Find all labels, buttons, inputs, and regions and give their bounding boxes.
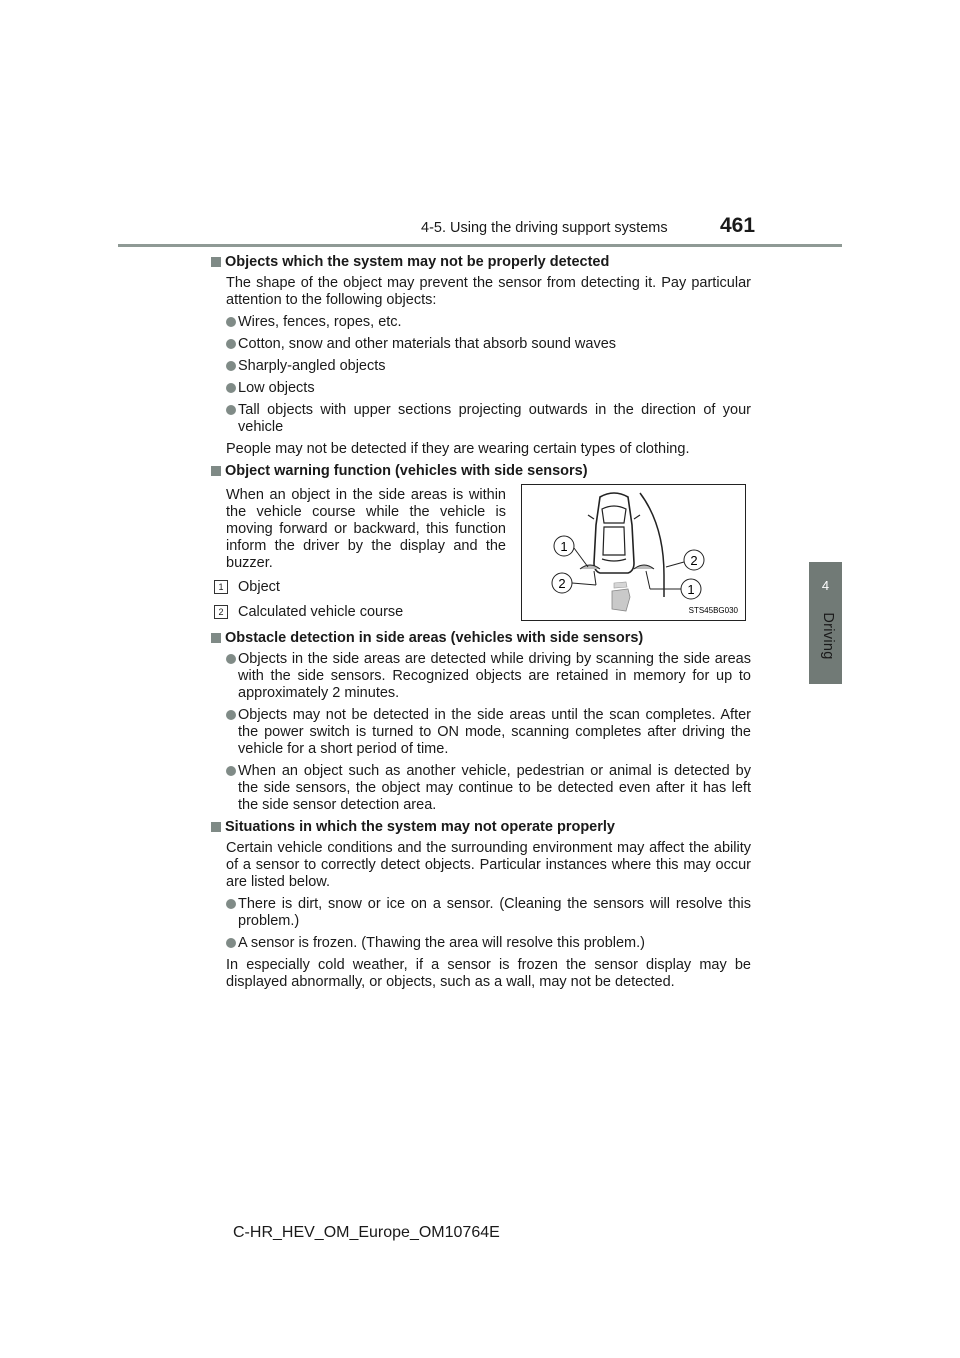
list-item: There is dirt, snow or ice on a sensor. (Cleaning the sensors will resolve this problem.) [211,896,751,930]
section-title: 4-5. Using the driving support systems [421,220,668,236]
callout-1: 1 [560,539,568,554]
paragraph: People may not be detected if they are wearing certain types of clothing. [226,441,690,457]
legend-number: 2 [214,605,228,619]
chapter-number: 4 [821,578,830,593]
paragraph: In especially cold weather, if a sensor is frozen the sensor display may be displayed abnormally, or objects, such as a wall, may not be detected. [226,957,751,990]
list-item: Objects may not be detected in the side areas until the scan completes. After the power switch is turned to ON mode, scanning completes after driving the vehicle for a short period of time. [211,707,751,758]
page-number: 461 [720,214,756,237]
document-code: C-HR_HEV_OM_Europe_OM10764E [233,1224,500,1241]
figure-code: STS45BG030 [688,606,738,615]
callout-2: 2 [690,553,698,568]
heading-object-warning: Object warning function (vehicles with side sensors) [211,463,751,480]
legend-number: 1 [214,580,228,594]
vehicle-course-diagram [522,485,745,620]
heading-improper-operation: Situations in which the system may not operate properly [211,819,751,836]
vehicle-course-figure [521,484,746,621]
list-item: Tall objects with upper sections projecting outwards in the direction of your vehicle [211,402,751,436]
paragraph: The shape of the object may prevent the sensor from detecting it. Pay particular attention to the following objects: [226,275,751,308]
paragraph: When an object in the side areas is within the vehicle course while the vehicle is moving forward or backward, this function inform the driver by the display and the buzzer. [226,487,506,571]
list-item: Cotton, snow and other materials that absorb sound waves [211,336,751,353]
list-item: A sensor is frozen. (Thawing the area will resolve this problem.) [211,935,751,952]
callout-1: 1 [687,582,695,597]
legend-item [211,579,280,596]
list-item: Wires, fences, ropes, etc. [211,314,751,331]
object-warning-block [211,484,751,622]
list-item: Sharply-angled objects [211,358,751,375]
paragraph: Certain vehicle conditions and the surrounding environment may affect the ability of a sensor to correctly detect objects. Particular instances where this may occur are listed below. [226,840,751,890]
list-item: Low objects [211,380,751,397]
legend-item [211,604,403,621]
chapter-label: Driving [820,612,836,660]
heading-side-detection: Obstacle detection in side areas (vehicles with side sensors) [211,630,751,647]
legend-label: Calculated vehicle course [238,604,404,620]
callout-2: 2 [558,576,566,591]
list-item: When an object such as another vehicle, pedestrian or animal is detected by the side sensors, the object may continue to be detected even after it has left the side sensor detection area. [211,763,751,814]
header-rule [118,244,842,247]
heading-undetected-objects: Objects which the system may not be properly detected [211,254,751,271]
list-item: Objects in the side areas are detected while driving by scanning the side areas with the side sensors. Recognized objects are retained in memory for up to approximately 2 minutes. [211,651,751,702]
legend-label: Object [238,579,280,595]
page-content [211,254,751,996]
